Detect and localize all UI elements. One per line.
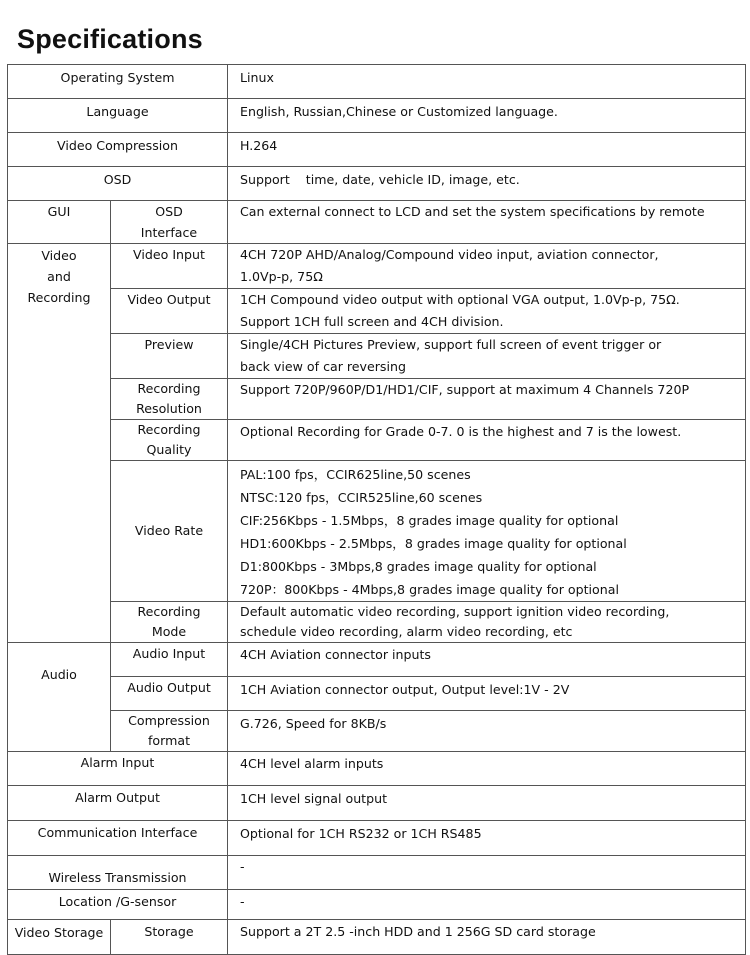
row-value <box>228 244 746 289</box>
group-label-audio: Audio <box>8 643 111 752</box>
row-label: Preview <box>111 334 228 379</box>
table-row <box>8 752 746 786</box>
row-label <box>111 379 228 420</box>
specifications-table <box>7 64 746 955</box>
row-value <box>228 167 746 201</box>
table-row <box>8 420 746 461</box>
row-value: Can external connect to LCD and set the system specifications by remote <box>228 201 746 244</box>
table-row <box>8 643 746 677</box>
row-value <box>228 461 746 602</box>
table-row <box>8 821 746 856</box>
group-line: Video <box>41 248 77 263</box>
row-label: Alarm Output <box>8 786 228 821</box>
row-value: 1CH level signal output <box>228 786 746 821</box>
value-line: D1:800Kbps - 3Mbps,8 grades image quality for optional <box>240 559 597 574</box>
row-value: G.726, Speed for 8KB/s <box>228 711 746 752</box>
row-value: Support 720P/960P/D1/HD1/CIF, support at maximum 4 Channels 720P <box>228 379 746 420</box>
row-value: Support a 2T 2.5 -inch HDD and 1 256G SD card storage <box>228 920 746 955</box>
row-label: Alarm Input <box>8 752 228 786</box>
table-row <box>8 244 746 289</box>
value-line: Single/4CH Pictures Preview, support full screen of event trigger or <box>240 337 662 352</box>
value-line: 1CH Compound video output with optional VGA output, 1.0Vp-p, 75Ω. <box>240 292 680 307</box>
table-row <box>8 334 746 379</box>
row-label: OSD <box>8 167 228 201</box>
row-label: Communication Interface <box>8 821 228 856</box>
table-row <box>8 289 746 334</box>
table-row <box>8 379 746 420</box>
value-line: Support 1CH full screen and 4CH division. <box>240 314 504 329</box>
value-line: CIF:256Kbps - 1.5Mbps，8 grades image quality for optional <box>240 513 619 528</box>
row-label <box>111 420 228 461</box>
row-value: 4CH level alarm inputs <box>228 752 746 786</box>
table-row <box>8 920 746 955</box>
table-row <box>8 99 746 133</box>
row-label: Audio Output <box>111 677 228 711</box>
label-line: Quality <box>146 442 192 457</box>
value-line: schedule video recording, alarm video recording, etc <box>240 624 573 639</box>
row-value: - <box>228 890 746 920</box>
label-line: Resolution <box>136 401 202 416</box>
label-line: Mode <box>151 624 187 639</box>
value-line: 1.0Vp-p, 75Ω <box>240 269 323 284</box>
row-label <box>111 201 228 244</box>
table-row <box>8 856 746 890</box>
label-line: Compression <box>128 713 210 728</box>
row-value: Optional for 1CH RS232 or 1CH RS485 <box>228 821 746 856</box>
page-title: Specifications <box>17 24 203 54</box>
value-line: back view of car reversing <box>240 359 406 374</box>
row-value: Linux <box>228 65 746 99</box>
value-line: NTSC:120 fps，CCIR525line,60 scenes <box>240 490 483 505</box>
row-value <box>228 602 746 643</box>
table-row <box>8 201 746 244</box>
row-label: Audio Input <box>111 643 228 677</box>
row-value: English, Russian,Chinese or Customized language. <box>228 99 746 133</box>
row-label: Language <box>8 99 228 133</box>
table-row <box>8 65 746 99</box>
row-label: Wireless Transmission <box>8 856 228 890</box>
value-line: PAL:100 fps，CCIR625line,50 scenes <box>240 467 471 482</box>
row-label: Video Rate <box>111 461 228 602</box>
group-label-gui: GUI <box>8 201 111 244</box>
table-row <box>8 461 746 602</box>
value-line: 720P：800Kbps - 4Mbps,8 grades image quality for optional <box>240 582 619 597</box>
group-line: Recording <box>27 290 91 305</box>
group-label-video-recording <box>8 244 111 643</box>
row-value <box>228 334 746 379</box>
table-row <box>8 890 746 920</box>
table-row <box>8 711 746 752</box>
row-value: - <box>228 856 746 890</box>
label-line: Recording <box>137 422 201 437</box>
value-line: HD1:600Kbps - 2.5Mbps，8 grades image quality for optional <box>240 536 627 551</box>
label-line: OSD <box>155 204 183 219</box>
table-row <box>8 786 746 821</box>
table-row <box>8 677 746 711</box>
row-label: Video Input <box>111 244 228 289</box>
label-line: format <box>147 733 191 748</box>
row-value: Optional Recording for Grade 0-7. 0 is the highest and 7 is the lowest. <box>228 420 746 461</box>
value-line: Default automatic video recording, support ignition video recording, <box>240 604 670 619</box>
row-value: H.264 <box>228 133 746 167</box>
osd-value: Support time, date, vehicle ID, image, etc. <box>240 172 520 187</box>
row-label: Operating System <box>8 65 228 99</box>
row-label <box>111 711 228 752</box>
group-line: and <box>47 269 71 284</box>
label-line: Recording <box>137 604 201 619</box>
row-label: Video Output <box>111 289 228 334</box>
row-label: Storage <box>111 920 228 955</box>
row-label: Video Compression <box>8 133 228 167</box>
table-row <box>8 167 746 201</box>
value-line: 4CH 720P AHD/Analog/Compound video input, aviation connector, <box>240 247 659 262</box>
row-label: Location /G-sensor <box>8 890 228 920</box>
table-row <box>8 133 746 167</box>
row-value <box>228 289 746 334</box>
group-label-video-storage: Video Storage <box>8 920 111 955</box>
row-label <box>111 602 228 643</box>
table-row <box>8 602 746 643</box>
label-line: Recording <box>137 381 201 396</box>
row-value: 4CH Aviation connector inputs <box>228 643 746 677</box>
row-value: 1CH Aviation connector output, Output level:1V - 2V <box>228 677 746 711</box>
label-line: Interface <box>140 225 198 240</box>
